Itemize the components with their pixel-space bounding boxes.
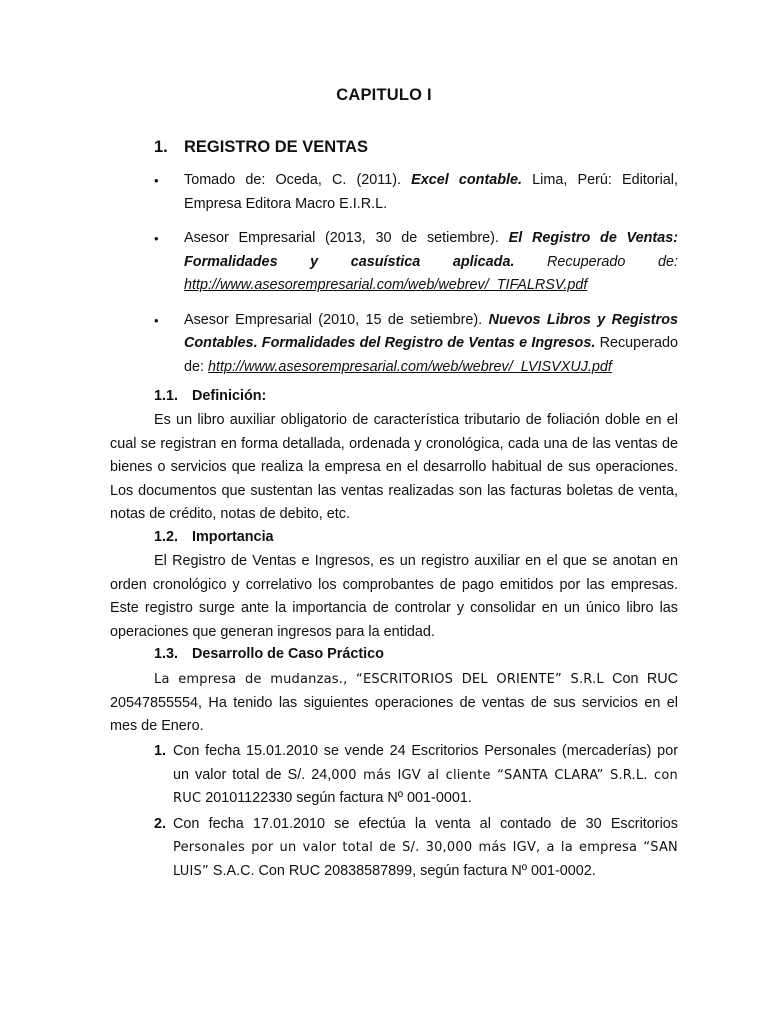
case-intro-text: Con RUC 20547855554, Ha tenido las siguientes operaciones de ventas de sus servicios en el mes de Enero. [110, 671, 678, 734]
case-text: Con fecha 17.01.2010 se efectúa la venta al contado de 30 Escritorios [173, 815, 678, 832]
case-text: 20101122330 según factura Nº 001-0001. [201, 790, 472, 806]
reference-text: Recuperado de: [184, 335, 678, 375]
importance-paragraph [110, 550, 678, 644]
reference-text [514, 254, 547, 270]
reference-list [154, 169, 678, 390]
bullet-icon: • [154, 312, 159, 328]
reference-title: El Registro de Ventas: Formalidades y casuística aplicada. [184, 230, 678, 270]
reference-recovered: Recuperado de: [547, 253, 678, 270]
reference-title: Nuevos Libros y Registros Contables. Formalidades del Registro de Ventas e Ingresos. [184, 311, 678, 351]
section-heading [154, 138, 368, 157]
subsection-title: Importancia [192, 529, 274, 545]
reference-text: Tomado de: Oceda, C. (2011). [184, 172, 412, 188]
reference-link[interactable]: http://www.asesorempresarial.com/web/webrev/_LVISVXUJ.pdf [208, 358, 612, 375]
subsection-title: Desarrollo de Caso Práctico [192, 646, 384, 662]
subsection-number: 1.1. [154, 388, 179, 404]
case-intro-company: La empresa de mudanzas., “ESCRITORIOS DEL ORIENTE” S.R.L [154, 672, 604, 687]
subsection-title: Definición: [192, 388, 267, 404]
case-operations-list [154, 740, 678, 885]
case-item [154, 813, 678, 884]
bullet-icon: • [154, 231, 159, 246]
section-title-text: REGISTRO DE VENTAS [184, 138, 368, 156]
importance-text: El Registro de Ventas e Ingresos, es un registro auxiliar en el que se anotan en orden cronológico y correlativo los comprobantes de pago emitidos por las empresas. Este registro surge ante la importancia de controlar y consolidar en un único libro las operaciones que generan ingresos para la entidad. [110, 553, 678, 640]
reference-text: Lima, Perú: Editorial, Empresa Editora Macro E.I.R.L. [184, 172, 678, 212]
case-text: S.A.C. Con RUC 20838587899, según factura Nº 001-0002. [208, 862, 596, 879]
case-text: Con fecha 15.01.2010 se vende 24 Escritorios Personales (mercaderías) por un valor total de S/. 24, [173, 743, 678, 783]
case-text-alt: 000 más IGV al cliente “SANTA CLARA” S.R.L. con RUC [173, 767, 678, 806]
reference-text: Asesor Empresarial (2010, 15 de setiembre). [184, 311, 489, 328]
bullet-icon: • [154, 173, 159, 188]
case-intro-paragraph [110, 668, 678, 739]
reference-title: Excel contable. [411, 172, 523, 188]
case-number: 2. [154, 815, 167, 832]
case-item [154, 740, 678, 811]
subsection-number: 1.2. [154, 529, 179, 545]
subsection-heading-importancia [154, 529, 274, 545]
definition-paragraph [110, 409, 678, 527]
reference-link[interactable]: http://www.asesorempresarial.com/web/webrev/_TIFALRSV.pdf [184, 277, 588, 293]
subsection-heading-definicion [154, 388, 266, 404]
subsection-heading-caso [154, 646, 384, 662]
definition-text: Es un libro auxiliar obligatorio de característica tributario de foliación doble en el cual se registran en forma detallada, ordenada y cronológica, cada una de las ventas de bienes o servicios que realiza la empresa en el desarrollo habitual de sus operaciones. Los documentos que sustentan las ventas realizadas son las facturas boletas de venta, notas de crédito, notas de debito, etc. [110, 412, 678, 522]
reference-item [154, 227, 678, 298]
reference-text: Asesor Empresarial (2013, 30 de setiembre). [184, 230, 509, 246]
reference-item [154, 169, 678, 216]
case-text-alt: Personales por un valor total de S/. 30,000 más IGV, a la empresa “SAN LUIS” [173, 840, 678, 879]
chapter-title: CAPITULO I [336, 86, 432, 104]
case-number: 1. [154, 743, 167, 759]
subsection-number: 1.3. [154, 646, 179, 662]
section-number: 1. [154, 138, 168, 156]
reference-item [154, 309, 678, 380]
